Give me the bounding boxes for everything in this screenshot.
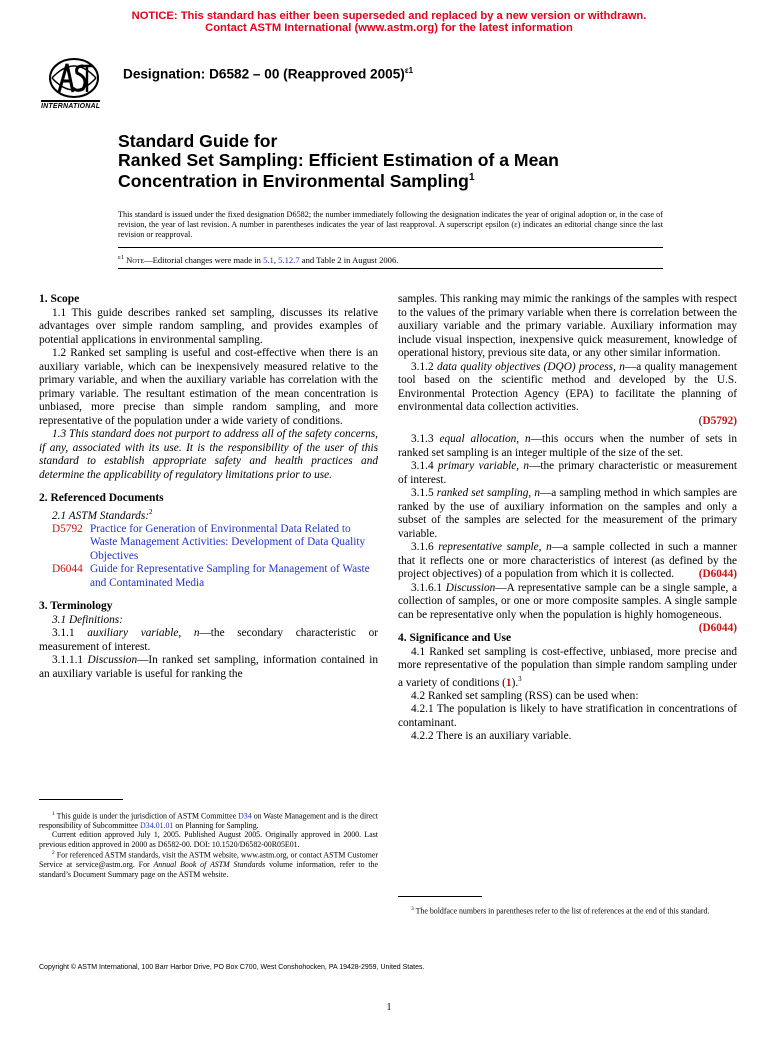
issuance-statement: This standard is issued under the fixed designation D6582; the number immediately following the designation indicates the year of original adoption or, in the case of revision, the year of last revision. A number in parentheses indicates the year of last reapproval. A superscript epsilon (ε) indicates an editorial change since the last revision or reapproval.: [118, 210, 663, 240]
reference-d5792[interactable]: [39, 523, 378, 564]
paragraph-3-1-1: 3.1.1 auxiliary variable, n—the secondary characteristic or measurement of interest.: [39, 627, 378, 653]
footnote-3: $^3$ The boldface numbers in parentheses refer to the list of references at the end of this standard.: [411, 906, 710, 916]
designation-text: Designation: D6582 – 00 (Reapproved 2005): [123, 66, 405, 82]
paragraph-4-1: 4.1 Ranked set sampling is cost-effective, unbiased, more precise and more representative of the population than simple random sampling under a variety of conditions (1).$^3$: [398, 645, 737, 689]
astm-logo-icon: [37, 56, 115, 112]
paragraph-3-1-4: 3.1.4 primary variable, n—the primary characteristic or measurement of interest.: [398, 460, 738, 486]
left-column: [39, 293, 378, 681]
right-column: samples. This ranking may mimic the rankings of the samples with respect to the values of the primary variable when there is correlation between the auxiliary variable and the primary variable. Auxiliary information may include visual inspection, inexpensive quick measurement, knowledge of operational history, previous site data, or any other similar information. 3.1.2 data quality objectives (DQO) process, n—a quality management tool based on the scientific method and developed by the U.S. Environmental Protection Agency (EPA) to facilitate the planning of environmental data collection activities. (D5792) 3.1.3 equal allocation, n—this occurs when the number of sets in ranked set sampling is an integer multiple of the size of the set. 3.1.4 primary variable, n—the primary characteristic or measurement of interest. 3.1.5 ranked set sampling, n—a sampling method in which samples are ranked by the use of auxiliary information on the samples and only a subset of the samples are selected for the measurement of the primary variable. 3.1.6 representative sample, n—a sample collected in such a manner that it reflects one or more characteristics of interest (as defined by the project objectives) of a population from which it is collected. (D6044) 3.1.6.1 Discussion—A representative sample can be a single sample, a collection of samples, or one or more composite samples. A single sample can be representative only when the population is highly homogeneous. (D6044) 4. Significance and Use 4.1 Ranked set sampling is cost-effective, unbiased, more precise and more representative of the population than simple random sampling under a variety of conditions (1).$^3$ 4.2 Ranked set sampling (RSS) can be used when: 4.2.1 The population is likely to have stratification in concentrations of contaminant. 4.2.2 There is an auxiliary variable.: [398, 293, 738, 743]
designation: [123, 66, 413, 82]
paragraph-1-3: 1.3 This standard does not purport to address all of the safety concerns, if any, associated with its use. It is the responsibility of the user of this standard to establish appropriate safety and health practices and determine the applicability of regulatory limitations prior to use.: [39, 428, 378, 481]
paragraph-2-1: 2.1 ASTM Standards:$^2$: [52, 507, 153, 522]
paragraph-3-1-3: 3.1.3 equal allocation, n—this occurs when the number of sets in ranked set sampling is an integer multiple of the size of the set.: [398, 433, 738, 459]
designation-epsilon: ε1: [404, 66, 414, 75]
paragraph-4-2: 4.2 Ranked set sampling (RSS) can be used when:: [411, 689, 639, 702]
paragraph-3-1-5: 3.1.5 ranked set sampling, n—a sampling method in which samples are ranked by the use of auxiliary information on the samples and only a subset of the samples are selected for the measurement of the primary variable.: [398, 487, 737, 540]
link-section-5-12-7[interactable]: 5.12.7: [278, 254, 300, 265]
paragraph-3-1-2: 3.1.2 data quality objectives (DQO) process, n—a quality management tool based on the scientific method and developed by the U.S. Environmental Protection Agency (EPA) to facilitate the planning of environmental data collection activities.: [398, 360, 738, 413]
title-line-1: Standard Guide for: [118, 131, 278, 151]
ref-link-d6044[interactable]: D6044: [702, 622, 734, 634]
link-subcommittee[interactable]: D34.01.01: [140, 821, 174, 831]
link-committee-d34[interactable]: D34: [238, 811, 252, 821]
title-line-3: Concentration in Environmental Sampling$^1$: [118, 170, 475, 191]
link-section-5-1[interactable]: 5.1: [263, 254, 274, 265]
reference-title[interactable]: Guide for Representative Sampling for Management of Waste and Contaminated Media: [90, 563, 370, 589]
reference-d6044[interactable]: [39, 563, 378, 590]
copyright: Copyright © ASTM International, 100 Barr Harbor Drive, PO Box C700, West Conshohocken, PA 19428-2959, United States.: [39, 964, 425, 971]
divider: [118, 247, 663, 248]
paragraph-3-1-1-1: 3.1.1.1 Discussion—In ranked set sampling, information contained in an auxiliary variable is useful for ranking the: [39, 654, 379, 680]
section-heading-scope: 1. Scope: [39, 293, 80, 305]
page-title: [118, 132, 559, 190]
footnotes-right: [398, 905, 737, 916]
paragraph-3-1-6-1: 3.1.6.1 Discussion—A representative sample can be a single sample, a collection of samples, or one or more composite samples. A single sample can be representative only when the population is highly homogeneous. (D6044): [398, 581, 738, 634]
footnote-1-current-edition: Current edition approved July 1, 2005. Published August 2005. Originally approved in 2000. Last previous edition approved in 2000 as D6582-00. DOI: 10.1520/D6582-00R05E01.: [39, 830, 378, 849]
title-line-2: Ranked Set Sampling: Efficient Estimation of a Mean: [118, 149, 559, 170]
logo-text: INTERNATIONAL: [41, 100, 100, 110]
footnote-divider: [398, 896, 482, 897]
ref-link-d5792[interactable]: D5792: [702, 414, 734, 427]
divider: [118, 268, 663, 269]
paragraph-4-2-1: 4.2.1 The population is likely to have stratification in concentrations of contaminant.: [398, 703, 737, 729]
paragraph-3-1-6: 3.1.6 representative sample, n—a sample collected in such a manner that it reflects one or more characteristics of interest (as defined by the project objectives) of a population from which it is collected. (D6044): [398, 541, 737, 580]
reference-code[interactable]: D6044: [52, 563, 83, 576]
section-heading-referenced-documents: 2. Referenced Documents: [39, 492, 164, 504]
section-heading-terminology: 3. Terminology: [39, 600, 113, 613]
paragraph-continued: samples. This ranking may mimic the rankings of the samples with respect to the values of the primary variable when there is correlation between the auxiliary variable and the primary variable. Auxiliary information may include visual inspection, inexpensive quick measurement, knowledge of operational history, previous site data, or any other similar information.: [398, 293, 737, 359]
title-footnote-mark: 1: [468, 172, 475, 183]
section-heading-significance: 4. Significance and Use: [398, 632, 512, 644]
paragraph-3-1: 3.1 Definitions:: [52, 613, 123, 626]
ref-link-1[interactable]: 1: [505, 676, 512, 689]
withdrawal-notice: [0, 10, 778, 34]
paragraph-1-2: 1.2 Ranked set sampling is useful and cost-effective when there is an auxiliary variable, which can be inexpensively measured relative to the primary variable, and when the auxiliary variable has correlation with the primary variable. The resultant estimation of the mean concentration is unbiased, more precise than simple random sampling, and more representative of the population under a wide variety of conditions.: [39, 347, 378, 427]
page-number: 1: [386, 1002, 392, 1013]
footnote-divider: [39, 799, 123, 800]
footnote-2: $^2$ For referenced ASTM standards, visit the ASTM website, www.astm.org, or contact ASTM Customer Service at service@astm.org. For Annual Book of ASTM Standards volume information, refer to the standard’s Document Summary page on the ASTM website.: [39, 850, 379, 879]
notice-line-1: NOTICE: This standard has either been superseded and replaced by a new version or withdrawn.: [131, 10, 647, 22]
paragraph-4-2-2: 4.2.2 There is an auxiliary variable.: [411, 730, 572, 743]
footnote-1: $^1$ This guide is under the jurisdiction of ASTM Committee D34 on Waste Management and is the direct responsibility of Subcommittee D34.01.01 on Planning for Sampling.: [39, 811, 378, 831]
footnotes-left: [39, 810, 378, 879]
reference-code[interactable]: D5792: [52, 522, 83, 535]
ref-link-d6044[interactable]: D6044: [702, 568, 734, 580]
reference-title[interactable]: Practice for Generation of Environmental Data Related to Waste Management Activities: Development of Data Quality Objectives: [90, 522, 366, 562]
paragraph-1-1: 1.1 This guide describes ranked set sampling, discusses its relative advantages over simple random sampling, and provides examples of potential applications in environmental sampling.: [39, 306, 378, 346]
notice-line-2: Contact ASTM International (www.astm.org) for the latest information: [205, 22, 573, 34]
editorial-note: $^{\varepsilon 1}$ Note—Editorial changes were made in 5.1, 5.12.7 and Table 2 in August 2006.: [118, 254, 399, 265]
